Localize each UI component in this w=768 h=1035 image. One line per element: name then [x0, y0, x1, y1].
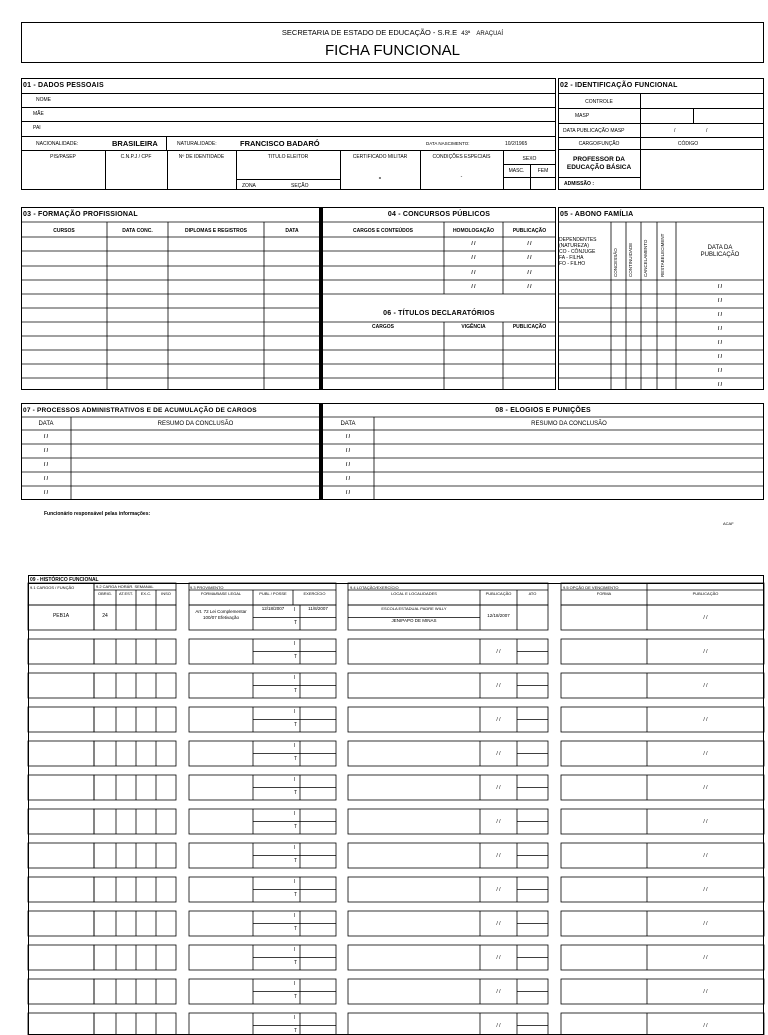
processos-date-2: / /: [43, 462, 49, 468]
vert-cancelamento: CANCELAMENTO: [643, 239, 648, 277]
h-I-5: I: [294, 777, 296, 783]
h-T-8: T: [294, 891, 298, 898]
identificacao-title: 02 - IDENTIFICAÇÃO FUNCIONAL: [560, 82, 678, 89]
publicacao-date-0: / /: [527, 241, 532, 247]
h-T-11: T: [294, 993, 298, 1000]
h-T-5: T: [294, 789, 298, 796]
processos-title: 07 - PROCESSOS ADMINISTRATIVOS E DE ACUMULAÇÃO DE CARGOS: [23, 407, 257, 414]
dep-3: CO - CÔNJUGE: [559, 249, 596, 255]
publicacao-date-1: / /: [527, 255, 532, 261]
elogios-title: 08 - ELOGIOS E PUNIÇÕES: [495, 407, 591, 414]
h-c95-sub-1: PUBLICAÇÃO: [692, 591, 719, 596]
h-pub-date-2: / /: [496, 682, 501, 689]
naturalidade-value: FRANCISCO BADARÓ: [240, 139, 320, 148]
h-T-7: T: [294, 857, 298, 864]
h-row-carga: [94, 979, 176, 1004]
h-row-carga: [94, 741, 176, 766]
h-I-6: I: [294, 811, 296, 817]
h-row-cargo: [28, 843, 94, 868]
mae-label: MÃE: [33, 111, 44, 117]
h-opc-date-4: / /: [703, 750, 708, 757]
vert-restabelecimento: RESTABELECIMENT: [660, 233, 665, 277]
abono-date-5: / /: [717, 354, 723, 360]
h-c95: 9.5 OPÇÃO DE VENCIMENTO: [563, 585, 619, 590]
footer-code: ACAF: [723, 521, 734, 526]
h-T-9: T: [294, 925, 298, 932]
h-I-10: I: [294, 947, 296, 953]
h-T-1: T: [294, 653, 298, 660]
elogios-date-0: / /: [345, 434, 351, 440]
col-condicoes: CONDIÇÕES ESPECIAIS: [432, 154, 491, 160]
processos-data-header: DATA: [38, 421, 54, 427]
h-T-4: T: [294, 755, 298, 762]
processos-date-0: / /: [43, 434, 49, 440]
cargo-value-2: EDUCAÇÃO BÁSICA: [566, 164, 632, 171]
h-I-1: I: [294, 641, 296, 647]
cargo-label: CARGO/FUNÇÃO: [578, 141, 620, 147]
h-lot-header: [348, 583, 548, 605]
col-diplomas: DIPLOMAS E REGISTROS: [185, 228, 247, 234]
h-c94-sub-2: ATO: [528, 591, 537, 596]
h-pub-date-6: / /: [496, 818, 501, 825]
dep-4: FA - FILHA: [559, 255, 584, 261]
abono-date-0: / /: [717, 284, 723, 290]
processos-date-4: / /: [43, 490, 49, 496]
h-I-3: I: [294, 709, 296, 715]
elogios-data-header: DATA: [340, 421, 356, 427]
h-pub-date-5: / /: [496, 784, 501, 791]
h-pub-date-11: / /: [496, 988, 501, 995]
h-opc-date-10: / /: [703, 954, 708, 961]
h-I-2: I: [294, 675, 296, 681]
h-opc-date-2: / /: [703, 682, 708, 689]
h-I-12: I: [294, 1015, 296, 1021]
elogios-date-2: / /: [345, 462, 351, 468]
dados-pessoais-title: 01 - DADOS PESSOAIS: [23, 82, 104, 89]
h-c93-sub-0: FORMA/BASE LEGAL: [200, 591, 242, 596]
col-homologacao: HOMOLOGAÇÃO: [452, 228, 495, 234]
h-row-carga: [94, 707, 176, 732]
cargo-value-1: PROFESSOR DA: [572, 156, 625, 163]
secao-label: SEÇÃO: [291, 183, 309, 189]
dep-1: DEPENDENTES: [559, 237, 597, 243]
militar-value: -: [378, 173, 382, 182]
h-T-3: T: [294, 721, 298, 728]
h-pub-date-7: / /: [496, 852, 501, 859]
fem-label: FEM: [537, 168, 549, 174]
page-title: FICHA FUNCIONAL: [324, 42, 460, 59]
h-row-cargo: [28, 979, 94, 1004]
h-opc-date-11: / /: [703, 988, 708, 995]
masc-label: MASC.: [508, 168, 525, 174]
elogios-resumo-header: RESUMO DA CONCLUSÃO: [531, 421, 607, 427]
h-c92: 9.2 CARGA HORÁR. SEMANAL: [96, 584, 154, 589]
h-I-0: I: [294, 607, 296, 613]
h-row-carga: [94, 911, 176, 936]
h-r1-local1: ESCOLA ESTADUAL PADRE WILLY: [381, 606, 447, 611]
col-titulos-publicacao: PUBLICAÇÃO: [512, 324, 547, 330]
h-c94-sub-0: LOCAL E LOCALIDADES: [391, 591, 437, 596]
col-pis: PIS/PASEP: [50, 154, 76, 160]
publicacao-date-3: / /: [527, 284, 532, 290]
abono-date-3: / /: [717, 326, 723, 332]
h-pub-date-1: / /: [496, 648, 501, 655]
col-cursos: CURSOS: [53, 228, 75, 234]
h-opc-date-6: / /: [703, 818, 708, 825]
h-row-cargo: [28, 741, 94, 766]
h-T-6: T: [294, 823, 298, 830]
processos-resumo-header: RESUMO DA CONCLUSÃO: [157, 421, 234, 427]
h-row-cargo: [28, 877, 94, 902]
elogios-date-1: / /: [345, 448, 351, 454]
abono-date-6: / /: [717, 368, 723, 374]
col-sexo: SEXO: [522, 156, 537, 162]
publicacao-date-2: / /: [527, 270, 532, 276]
h-cargo-header: [28, 583, 94, 605]
vert-continuidade: CONTINUIDADE: [628, 242, 633, 277]
h-r1-base1: Art. 72 Lei Complementar: [195, 609, 247, 614]
col-cargos-conteudos: CARGOS E CONTEÚDOS: [352, 228, 413, 234]
nacionalidade-label: NACIONALIDADE:: [36, 141, 79, 147]
zona-label: ZONA: [242, 183, 256, 189]
col-data: DATA: [285, 228, 299, 234]
h-row-carga: [94, 775, 176, 800]
col-titulos-vigencia: VIGÊNCIA: [461, 324, 486, 330]
header-sre: SECRETARIA DE ESTADO DE EDUCAÇÃO - S.R.E 43ª ARAÇUAÍ: [281, 28, 504, 37]
h-c92-sub-0: OBRIG.: [97, 591, 112, 596]
h-I-8: I: [294, 879, 296, 885]
elogios-date-4: / /: [345, 490, 351, 496]
col-publicacao: PUBLICAÇÃO: [512, 228, 547, 234]
h-row-carga: [94, 877, 176, 902]
h-row-cargo: [28, 911, 94, 936]
h-row-cargo: [28, 707, 94, 732]
col-cpf: C.N.P.J / CPF: [120, 154, 152, 160]
abono-date-7: / /: [717, 382, 723, 388]
h-opc-date-7: / /: [703, 852, 708, 859]
abono-date-1: / /: [717, 298, 723, 304]
processos-date-3: / /: [43, 476, 49, 482]
h-row-cargo: [28, 809, 94, 834]
col-militar: CERTIFICADO MILITAR: [352, 154, 408, 160]
nacionalidade-value: BRASILEIRA: [112, 139, 158, 148]
titulos-title: 06 - TÍTULOS DECLARATÓRIOS: [383, 310, 495, 317]
nome-label: NOME: [36, 97, 51, 103]
vert-concessao: CONCESSÃO: [613, 248, 618, 277]
h-T-2: T: [294, 687, 298, 694]
elogios-date-3: / /: [345, 476, 351, 482]
data-pub-masp-label: DATA PUBLICAÇÃO MASP: [563, 128, 625, 134]
h-row-cargo: [28, 639, 94, 664]
homologacao-date-1: / /: [471, 255, 476, 261]
dep-5: FO - FILHO: [559, 261, 586, 267]
h-row-carga: [94, 639, 176, 664]
h-row-cargo: [28, 775, 94, 800]
h-r1-exerc: 11/8/2007: [308, 606, 328, 611]
h-T-0: T: [294, 619, 298, 626]
abono-pub-1: DATA DA: [707, 245, 733, 251]
homologacao-date-2: / /: [471, 270, 476, 276]
abono-pub-2: PUBLICAÇÃO: [700, 252, 740, 258]
h-pub-date-10: / /: [496, 954, 501, 961]
formacao-title: 03 - FORMAÇÃO PROFISSIONAL: [23, 211, 138, 218]
h-r1-ch: 24: [102, 613, 108, 619]
h-prov-header: [189, 583, 336, 605]
h-c93: 9.3 PROVIMENTO: [190, 585, 224, 590]
h-row-carga: [94, 843, 176, 868]
h-row-carga: [94, 673, 176, 698]
h-c94-sub-1: PUBLICAÇÃO: [485, 591, 512, 596]
h-row-cargo: [28, 673, 94, 698]
h-c95-sub-0: FORMA: [596, 591, 612, 596]
h-opc-date-9: / /: [703, 920, 708, 927]
h-c92-sub-2: EX.C.: [140, 591, 152, 596]
h-c93-sub-1: PUBL / POSSE: [259, 591, 287, 596]
h-c92-sub-3: INSO: [161, 591, 171, 596]
masp-slash-2: /: [706, 128, 708, 134]
h-pub-date-12: / /: [496, 1022, 501, 1029]
h-opc-date-1: / /: [703, 648, 708, 655]
h-r1-base2: 100/07 Efetivação: [202, 615, 240, 620]
h-opc-date-0: / /: [703, 614, 708, 621]
abono-date-4: / /: [717, 340, 723, 346]
codigo-label: CÓDIGO: [677, 141, 699, 147]
concursos-title: 04 - CONCURSOS PÚBLICOS: [387, 211, 491, 218]
homologacao-date-3: / /: [471, 284, 476, 290]
h-I-9: I: [294, 913, 296, 919]
h-opc-date-12: / /: [703, 1022, 708, 1029]
processos-date-1: / /: [43, 448, 49, 454]
h-row-cargo: [28, 945, 94, 970]
h-r1-publ: 12/18/2007: [261, 606, 285, 611]
masp-slash-1: /: [674, 128, 676, 134]
homologacao-date-0: / /: [471, 241, 476, 247]
h-T-12: T: [294, 1027, 298, 1034]
nascimento-label: DATA NASCIMENTO:: [426, 141, 470, 146]
h-r1-local2: JENIPAPO DE MINAS: [391, 618, 437, 623]
naturalidade-label: NATURALIDADE:: [177, 141, 217, 147]
h-opc-date-5: / /: [703, 784, 708, 791]
col-titulo: TITULO ELEITOR: [267, 154, 309, 160]
controle-label: CONTROLE: [585, 99, 613, 105]
dep-2: (NATUREZA): [559, 243, 589, 249]
h-pub-date-9: / /: [496, 920, 501, 927]
masp-label: MASP: [575, 113, 590, 119]
h-r1-pub: 12/18/2007: [487, 613, 510, 618]
h-I-4: I: [294, 743, 296, 749]
admissao-label: ADMISSÃO :: [564, 181, 594, 187]
pai-label: PAI: [33, 125, 41, 131]
h-T-10: T: [294, 959, 298, 966]
historico-title: 09 - HISTÓRICO FUNCIONAL: [30, 577, 99, 583]
h-I-11: I: [294, 981, 296, 987]
h-pub-date-4: / /: [496, 750, 501, 757]
responsavel-label: Funcionário responsável pelas informações:: [44, 511, 151, 517]
col-identidade: Nº DE IDENTIDADE: [178, 154, 225, 160]
h-row-carga: [94, 945, 176, 970]
col-titulos-cargos: CARGOS: [372, 324, 394, 330]
h-I-7: I: [294, 845, 296, 851]
abono-date-2: / /: [717, 312, 723, 318]
h-pub-date-8: / /: [496, 886, 501, 893]
h-c94: 9.4 LOTAÇÃO/EXERCÍCIO: [350, 585, 399, 590]
h-c93-sub-2: EXERCÍCIO: [303, 591, 326, 596]
col-data-conc: DATA CONC.: [122, 228, 153, 234]
h-pub-date-3: / /: [496, 716, 501, 723]
nascimento-value: 10/2/1965: [505, 141, 528, 147]
h-row-carga: [94, 809, 176, 834]
h-opc-header: [561, 583, 764, 605]
abono-title: 05 - ABONO FAMÍLIA: [560, 211, 634, 218]
h-carga-header: [94, 583, 176, 605]
h-opc-date-8: / /: [703, 886, 708, 893]
h-c91: 9.1 CARGOS / FUNÇÃO: [30, 585, 75, 590]
h-r1-cargo: PEB1A: [52, 613, 70, 619]
h-c92-sub-1: AT.EST.: [119, 591, 133, 596]
condicoes-value: -: [460, 174, 463, 180]
h-opc-date-3: / /: [703, 716, 708, 723]
